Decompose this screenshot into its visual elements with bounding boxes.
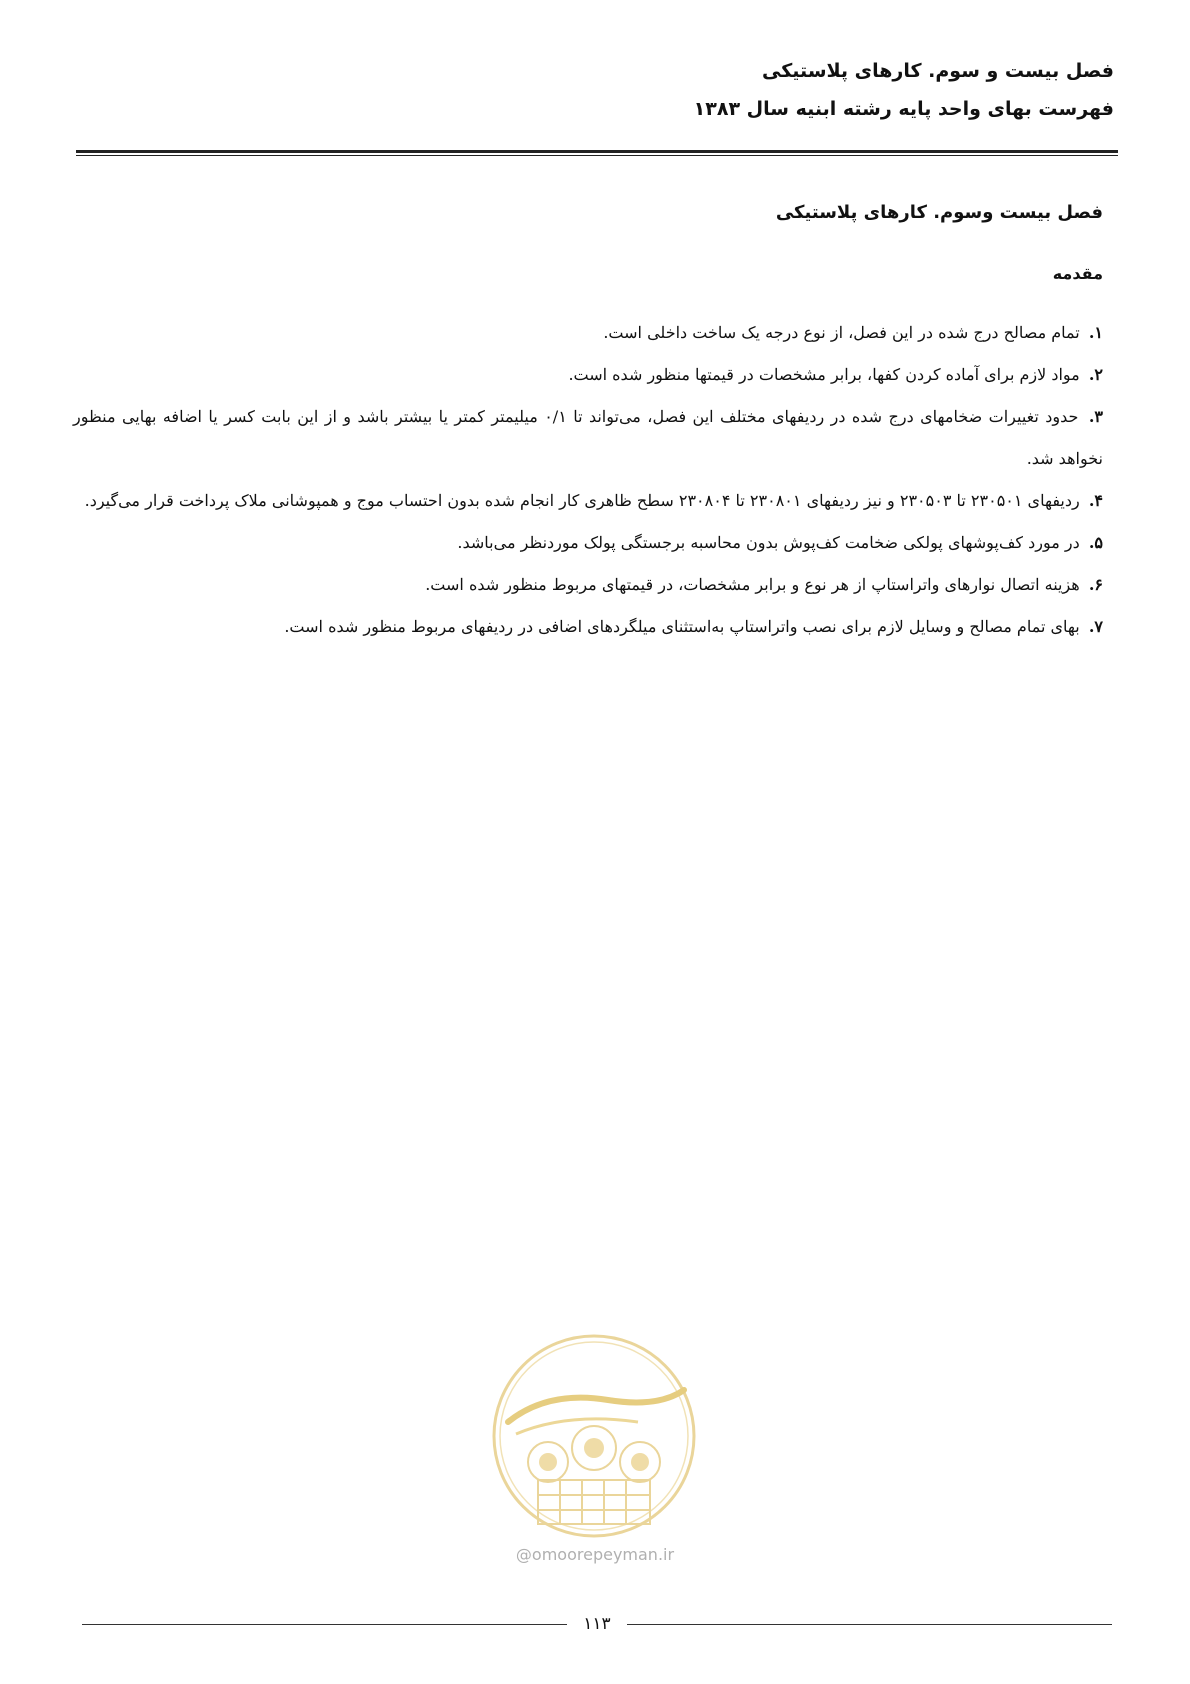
item-text: ردیفهای ۲۳۰۵۰۱ تا ۲۳۰۵۰۳ و نیز ردیفهای ۲۳۰۸۰۱ تا ۲۳۰۸۰۴ سطح ظاهری کار انجام شده بدون احتساب موج و همپوشانی ملاک پرداخت قرار می‌گیرد. [84, 491, 1080, 510]
item-text: حدود تغییرات ضخامهای درج شده در ردیفهای مختلف این فصل، می‌تواند تا ۰/۱ میلیمتر کمتر یا بیشتر باشد و از این بابت کسر یا اضافه بهایی منظور نخواهد شد. [73, 407, 1103, 468]
item-text: در مورد کف‌پوشهای پولکی ضخامت کف‌پوش بدون محاسبه برجستگی پولک موردنظر می‌باشد. [457, 533, 1080, 552]
item-number: ۷. [1088, 617, 1103, 636]
intro-items-list [73, 312, 1103, 648]
footer-rule-left [82, 1624, 567, 1625]
intro-item [73, 606, 1103, 648]
item-number: ۶. [1088, 575, 1103, 594]
intro-item [73, 480, 1103, 522]
item-number: ۱. [1088, 323, 1103, 342]
running-header [84, 52, 1114, 128]
intro-item [73, 564, 1103, 606]
main-content [73, 200, 1103, 648]
item-number: ۲. [1088, 365, 1103, 384]
intro-item [73, 522, 1103, 564]
intro-item [73, 354, 1103, 396]
item-text: تمام مصالح درج شده در این فصل، از نوع درجه یک ساخت داخلی است. [603, 323, 1080, 342]
watermark-logo [488, 1330, 700, 1542]
header-divider [76, 150, 1118, 156]
item-text: هزینه اتصال نوارهای واتراستاپ از هر نوع و برابر مشخصات، در قیمتهای مربوط منظور شده است. [425, 575, 1080, 594]
intro-item [73, 396, 1103, 480]
item-number: ۴. [1088, 491, 1103, 510]
item-number: ۵. [1088, 533, 1103, 552]
watermark-caption: @omoorepeyman.ir [515, 1545, 675, 1564]
page-footer [82, 1612, 1112, 1636]
header-chapter-title: فصل بیست و سوم. کارهای پلاستیکی [762, 60, 1114, 82]
item-text: بهای تمام مصالح و وسایل لازم برای نصب واتراستاپ به‌استثنای میلگردهای اضافی در ردیفهای مربوط منظور شده است. [284, 617, 1080, 636]
intro-item [73, 312, 1103, 354]
footer-rule-right [627, 1624, 1112, 1625]
item-number: ۳. [1088, 407, 1104, 426]
item-text: مواد لازم برای آماده کردن کفها، برابر مشخصات در قیمتها منظور شده است. [568, 365, 1080, 384]
chapter-title: فصل بیست وسوم. کارهای پلاستیکی [775, 202, 1103, 223]
header-document-title: فهرست بهای واحد پایه رشته ابنیه سال ۱۳۸۳ [693, 98, 1114, 120]
page-number: ۱۱۳ [583, 1614, 611, 1634]
intro-heading: مقدمه [1052, 264, 1103, 283]
